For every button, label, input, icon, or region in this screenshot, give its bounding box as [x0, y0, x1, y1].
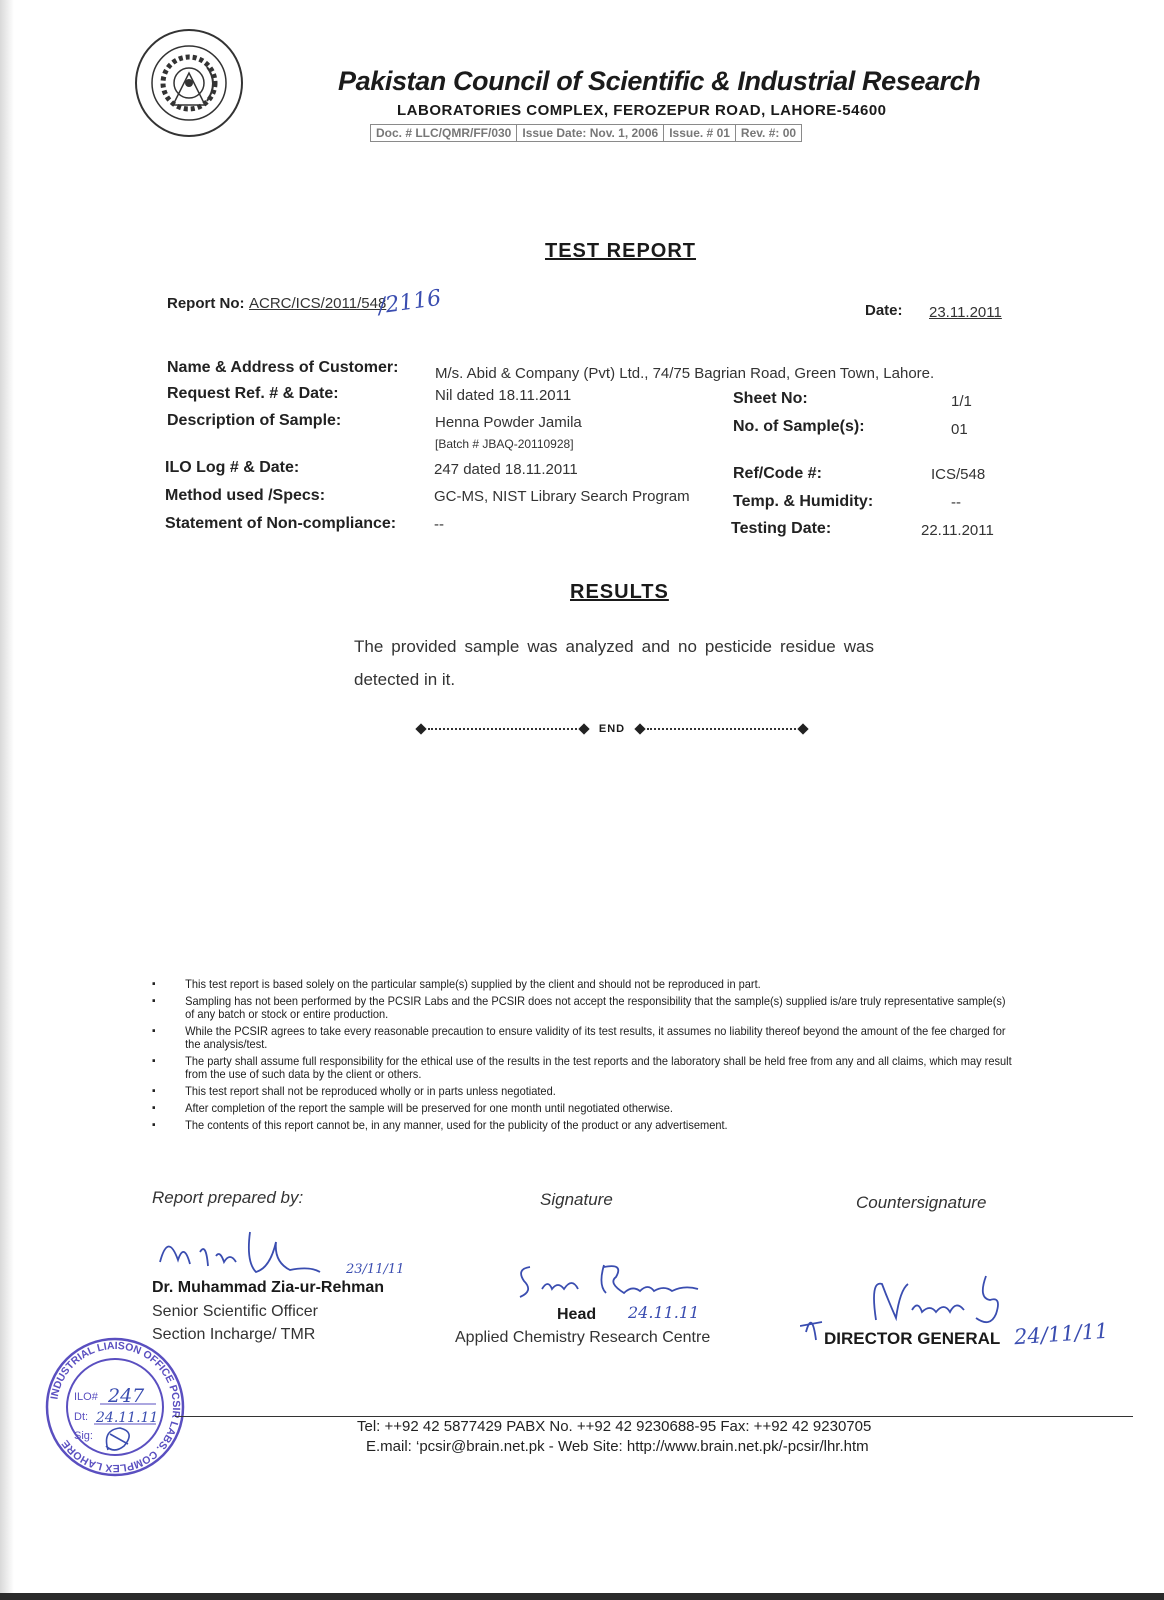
date-value: 23.11.2011: [929, 304, 1002, 321]
ilo-log-label: ILO Log # & Date:: [165, 459, 300, 476]
testing-date-value: 22.11.2011: [921, 522, 994, 539]
description-label: Description of Sample:: [167, 412, 342, 429]
sample-count-value: 01: [951, 421, 968, 438]
list-item: ▪ Sampling has not been performed by the PCSIR Labs and the PCSIR does not accept the responsibility that the sample(s) supplied is/are truly representative sample(s) of any batch or stock or entire production.: [152, 995, 1017, 1021]
dotted-divider: [647, 728, 796, 730]
footer-divider: [175, 1416, 1133, 1417]
stamp-date-label: Dt:: [74, 1411, 89, 1423]
ref-code-value: ICS/548: [931, 466, 986, 483]
head-signature: [512, 1255, 722, 1305]
list-item: ▪ This test report shall not be reproduced wholly or in parts unless negotiated.: [152, 1085, 1017, 1098]
testing-date-label: Testing Date:: [731, 520, 832, 537]
end-marker: [414, 722, 810, 736]
issue-date: Issue Date: Nov. 1, 2006: [517, 125, 664, 141]
signature-heading: Signature: [540, 1190, 613, 1209]
director-hand-date: 24/11/11: [1013, 1318, 1110, 1350]
diamond-icon: [415, 723, 426, 734]
stamp-sig-label: Sig:: [74, 1430, 93, 1442]
pcsir-seal-logo: [133, 27, 245, 139]
report-no-handwritten: /2116: [376, 285, 443, 320]
head-department: Applied Chemistry Research Centre: [455, 1329, 711, 1346]
scan-bottom-edge: [0, 1593, 1164, 1600]
temp-humidity-value: --: [951, 494, 961, 511]
temp-humidity-label: Temp. & Humidity:: [733, 493, 874, 510]
list-item: ▪ The party shall assume full responsibility for the ethical use of the results in the test reports and the laboratory shall be held free from any and all claims, which may result from the use of such data by the client or others.: [152, 1055, 1017, 1081]
issue-number: Issue. # 01: [664, 125, 736, 141]
stamp-ilo-label: ILO#: [74, 1391, 98, 1403]
head-label: Head: [557, 1306, 597, 1323]
sample-count-label: No. of Sample(s):: [733, 418, 865, 435]
end-label: END: [598, 723, 626, 735]
request-ref-value: Nil dated 18.11.2011: [435, 387, 572, 404]
customer-value: M/s. Abid & Company (Pvt) Ltd., 74/75 Bagrian Road, Green Town, Lahore.: [435, 365, 935, 382]
stamp-ilo-value: 247: [108, 1385, 145, 1407]
list-item: ▪ While the PCSIR agrees to take every reasonable precaution to ensure validity of its test results, it assumes no liability thereof beyond the amount of the fee charged for the analysis/test.: [152, 1025, 1017, 1051]
non-compliance-label: Statement of Non-compliance:: [165, 515, 397, 532]
ref-code-label: Ref/Code #:: [733, 465, 822, 482]
method-label: Method used /Specs:: [165, 487, 326, 504]
sheet-no-value: 1/1: [951, 393, 972, 410]
stamp-ring-text: INDUSTRIAL LIAISON OFFICE PCSIR LABS. COMPLEX LAHORE: [48, 1339, 183, 1475]
prepared-by-hand-date: 23/11/11: [346, 1262, 405, 1277]
results-text: The provided sample was analyzed and no pesticide residue was detected in it.: [354, 637, 874, 689]
results-heading: RESULTS: [570, 581, 669, 603]
footer-web: E.mail: ‘pcsir@brain.net.pk - Web Site: http://www.brain.net.pk/-pcsir/lhr.htm: [366, 1438, 869, 1455]
prepared-by-heading: Report prepared by:: [152, 1188, 304, 1207]
scan-edge-shadow: [0, 0, 14, 1600]
customer-label: Name & Address of Customer:: [167, 359, 399, 376]
countersignature-heading: Countersignature: [856, 1193, 987, 1212]
batch-number: [Batch # JBAQ-20110928]: [435, 437, 574, 451]
stamp-date-value: 24.11.11: [96, 1410, 159, 1426]
diamond-icon: [578, 723, 589, 734]
report-title: TEST REPORT: [545, 240, 697, 262]
report-no-label: Report No:: [167, 295, 245, 312]
organization-name: Pakistan Council of Scientific & Industrial Research: [338, 66, 981, 96]
prepared-by-section: Section Incharge/ TMR: [152, 1326, 316, 1343]
report-no-value: ACRC/ICS/2011/548: [249, 295, 387, 312]
ilo-stamp: [44, 1336, 186, 1478]
doc-number: Doc. # LLC/QMR/FF/030: [371, 125, 517, 141]
head-hand-date: 24.11.11: [628, 1303, 700, 1322]
list-item: ▪ After completion of the report the sample will be preserved for one month until negotiated otherwise.: [152, 1102, 1017, 1115]
diamond-icon: [634, 723, 645, 734]
prepared-by-name: Dr. Muhammad Zia-ur-Rehman: [152, 1279, 385, 1296]
diamond-icon: [797, 723, 808, 734]
list-item: ▪ The contents of this report cannot be, in any manner, used for the publicity of the product or any advertisement.: [152, 1119, 1017, 1132]
footer-contact: Tel: ++92 42 5877429 PABX No. ++92 42 9230688-95 Fax: ++92 42 9230705: [357, 1418, 872, 1435]
disclaimer-list: [152, 978, 1017, 1136]
sheet-no-label: Sheet No:: [733, 390, 808, 407]
organization-address: LABORATORIES COMPLEX, FEROZEPUR ROAD, LAHORE-54600: [397, 102, 887, 119]
document-control-info: [370, 124, 802, 142]
revision-number: Rev. #: 00: [740, 126, 797, 140]
method-value: GC-MS, NIST Library Search Program: [434, 488, 690, 505]
non-compliance-value: --: [434, 516, 444, 533]
description-value: Henna Powder Jamila: [435, 414, 582, 431]
director-general-label: DIRECTOR GENERAL: [824, 1329, 1001, 1348]
date-label: Date:: [865, 302, 903, 319]
prepared-by-title: Senior Scientific Officer: [152, 1303, 318, 1320]
dotted-divider: [428, 728, 577, 730]
ilo-log-value: 247 dated 18.11.2011: [434, 461, 578, 478]
list-item: ▪ This test report is based solely on the particular sample(s) supplied by the client and should not be reproduced in part.: [152, 978, 1017, 991]
request-ref-label: Request Ref. # & Date:: [167, 385, 339, 402]
